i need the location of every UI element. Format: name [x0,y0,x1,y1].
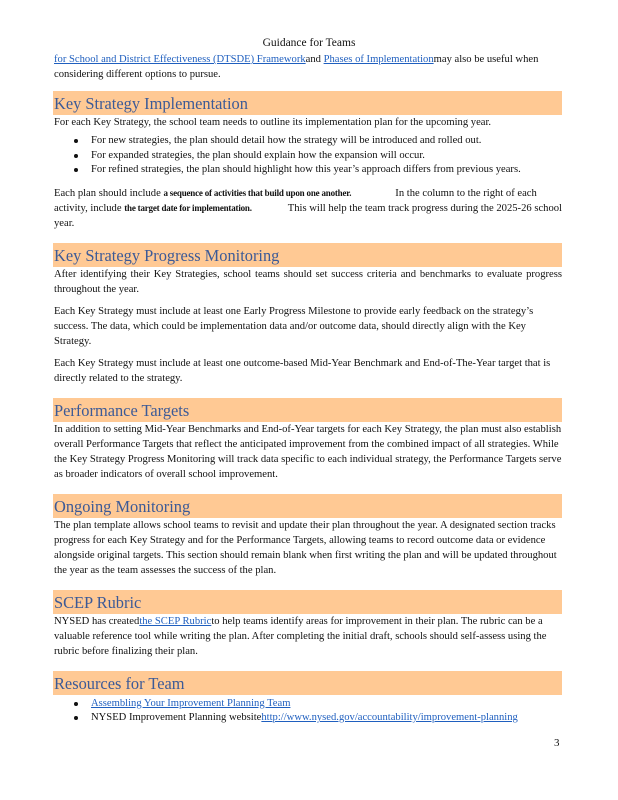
heading-resources-for-team: Resources for Team [54,673,185,693]
resource-text: NYSED Improvement Planning website [91,712,262,723]
phases-of-implementation-link[interactable]: Phases of Implementation [323,54,434,65]
list-item [54,163,562,178]
plan-text: Each plan should include [54,187,164,199]
progress-paragraph-3: Each Key Strategy must include at least one outcome-based Mid-Year Benchmark and End-of-The-Year target that is directly related to the strategy. [54,357,551,384]
plan-text: This will help the team track progress during the 2025-26 school year. [54,202,562,229]
heading-scep-rubric: SCEP Rubric [54,592,142,612]
list-item [54,134,562,149]
rubric-text: NYSED has created [54,615,140,627]
bullet-text: For refined strategies, the plan should highlight how this year’s approach differs from previous years. [91,164,521,175]
progress-paragraph-1: After identifying their Key Strategies, school teams should set success criteria and benchmarks to evaluate progress throughout the year. [54,268,562,295]
implementation-plan-paragraph [54,186,562,231]
list-item [54,149,562,164]
intro-paragraph [54,52,562,82]
targets-paragraph: In addition to setting Mid-Year Benchmarks and End-of-Year targets for each Key Strategy, the plan must also establish overall Performance Targets that reflect the anticipated improvement from the combined impact of all strategies. While the Key Strategy Progress Monitoring will track data specific to each individual strategy, the Performance Targets serve as broader indicators of overall school improvement. [54,423,562,480]
bullet-icon [74,154,78,158]
section-heading-band [53,590,562,614]
section-heading-band [53,243,562,267]
page-header: Guidance for Teams [262,37,356,49]
section-heading-band [53,671,562,695]
document-body [54,52,562,726]
ongoing-paragraph: The plan template allows school teams to revisit and update their plan throughout the year. A designated section tracks progress for each Key Strategy and for the Performance Targets, allowing teams to record outcome data or evidence alongside original targets. This section should remain blank when first writing the plan and will be updated throughout the year as the team assesses the success of the plan. [54,519,557,576]
list-item [54,711,562,726]
bullet-icon [74,168,78,172]
dtsde-framework-link[interactable]: for School and District Effectiveness (DTSDE) Framework [54,54,306,65]
implementation-bullets [54,134,562,178]
plan-text: In the column to the right of each activity, include [54,187,537,214]
section-heading-band [53,494,562,518]
plan-bold-text: a sequence of activities that build upon one another. [163,187,352,198]
rubric-text: to help teams identify areas for improvement in their plan. The rubric can be a valuable reference tool while writing the plan. After completing the initial draft, schools should self-assess using the rubric before finalizing their plan. [54,615,547,657]
section-heading-band [53,91,562,115]
section-heading-band [53,398,562,422]
heading-progress-monitoring: Key Strategy Progress Monitoring [54,245,280,265]
heading-performance-targets: Performance Targets [54,400,190,420]
nysed-website-link[interactable]: http://www.nysed.gov/accountability/improvement-planning [261,712,518,723]
bullet-icon [74,702,78,706]
assembling-team-link[interactable]: Assembling Your Improvement Planning Team [91,697,291,709]
bullet-icon [74,716,78,720]
bullet-text: For expanded strategies, the plan should explain how the expansion will occur. [91,149,425,161]
heading-key-strategy-implementation: Key Strategy Implementation [54,94,248,113]
bullet-text: For new strategies, the plan should detail how the strategy will be introduced and rolled out. [91,135,482,146]
implementation-lead: For each Key Strategy, the school team needs to outline its implementation plan for the upcoming year. [54,117,492,128]
scep-rubric-link[interactable]: the SCEP Rubric [139,615,212,627]
bullet-icon [74,139,78,143]
resources-list [54,697,562,726]
list-item [54,697,562,712]
progress-paragraph-2: Each Key Strategy must include at least one Early Progress Milestone to provide early feedback on the strategy’s success. The data, which could be implementation data and/or outcome data, should directly align with the Key Strategy. [54,305,534,347]
plan-bold-text: the target date for implementation. [124,202,252,213]
heading-ongoing-monitoring: Ongoing Monitoring [54,496,191,516]
page-number: 3 [554,737,560,749]
intro-and: and [305,54,321,65]
rubric-paragraph [54,614,562,659]
intro-tail: may also be useful when considering different options to pursue. [54,54,539,80]
